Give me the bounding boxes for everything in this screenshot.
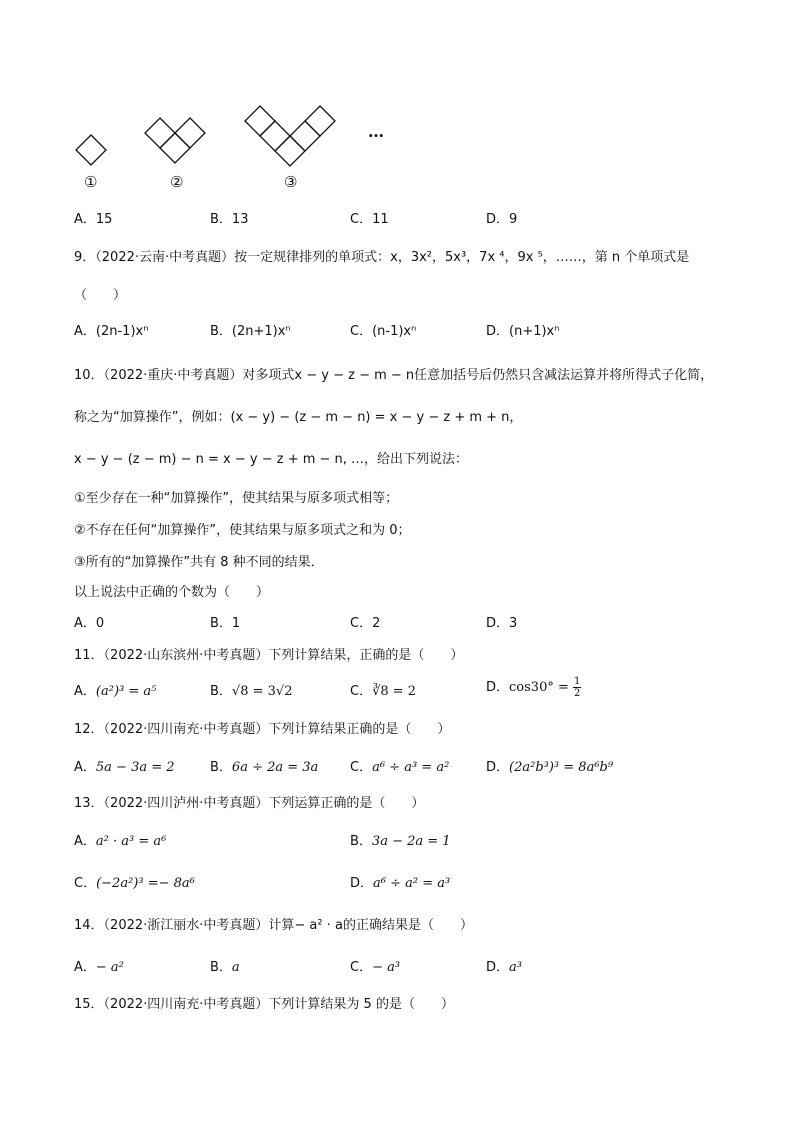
q9-option-d[interactable]: D．(n+1)xⁿ	[486, 324, 560, 339]
q10-question: 以上说法中正确的个数为（ ）	[74, 585, 270, 600]
q9-option-a[interactable]: A．(2n-1)xⁿ	[74, 324, 149, 339]
q14-option-c[interactable]: C．− a³	[350, 960, 401, 975]
q10-option-a[interactable]: A．0	[74, 616, 105, 631]
q12-number: 12．	[74, 722, 104, 737]
q11-option-c[interactable]: C．∛8 = 2	[350, 684, 417, 699]
q13-option-d[interactable]: D．a⁶ ÷ a² = a³	[350, 876, 451, 891]
q15-source: （2022·四川南充·中考真题）	[103, 997, 269, 1012]
q12-options	[74, 756, 754, 778]
figure-3-square-3	[275, 136, 305, 166]
q15-number: 15．	[74, 997, 104, 1012]
q10-stem-line-1	[74, 364, 713, 383]
q10-source: （2022·重庆·中考真题）	[103, 368, 243, 383]
q9-option-b[interactable]: B．(2n+1)xⁿ	[210, 324, 291, 339]
q9-source: （2022·云南·中考真题）	[95, 250, 235, 265]
q13-text: 下列运算正确的是（ ）	[268, 796, 425, 811]
q11-source: （2022·山东滨州·中考真题）	[103, 648, 269, 663]
figure-3-square-1	[245, 106, 275, 136]
q10-options	[74, 612, 754, 634]
q12-option-a[interactable]: A．5a − 3a = 2	[74, 760, 175, 775]
q10-option-b[interactable]: B．1	[210, 616, 241, 631]
figure-2-square-bottom	[160, 133, 190, 163]
figure-ellipsis: …	[368, 122, 384, 141]
q13-options-row-2	[74, 872, 754, 894]
figure-2-square-left	[145, 118, 175, 148]
q13-stem	[74, 792, 424, 811]
q10-stem-line-3: x − y − (z − m) − n = x − y − z + m − n, …，给出下列说法：	[74, 452, 469, 467]
q13-option-a[interactable]: A．a² · a³ = a⁶	[74, 834, 167, 849]
q12-text: 下列计算结果正确的是（ ）	[268, 722, 451, 737]
q11-options	[74, 676, 754, 702]
q11-option-b[interactable]: B．√8 = 3√2	[210, 684, 293, 699]
q9-option-c[interactable]: C．(n-1)xⁿ	[350, 324, 417, 339]
q12-source: （2022·四川南充·中考真题）	[103, 722, 269, 737]
q12-option-d[interactable]: D．(2a²b³)³ = 8a⁶b⁹	[486, 760, 614, 775]
figure-label-3: ③	[284, 173, 298, 191]
q13-source: （2022·四川泸州·中考真题）	[103, 796, 269, 811]
q14-option-b[interactable]: B．a	[210, 960, 240, 975]
q9-stem	[74, 246, 689, 265]
q14-option-a[interactable]: A．− a²	[74, 960, 124, 975]
q8-options	[74, 208, 754, 230]
q10-statement-1: ①至少存在一种“加算操作”，使其结果与原多项式相等；	[74, 491, 399, 506]
q11-fraction: $\frac{1}{2}$	[574, 676, 581, 699]
q8-option-d[interactable]: D．9	[486, 212, 518, 227]
q13-option-b[interactable]: B．3a − 2a = 1	[350, 834, 451, 849]
q11-option-a[interactable]: A．(a²)³ = a⁵	[74, 684, 157, 699]
q15-text: 下列计算结果为 5 的是（ ）	[268, 997, 454, 1012]
q11-number: 11．	[74, 648, 104, 663]
q14-number: 14．	[74, 918, 104, 933]
figure-1-square	[76, 135, 106, 165]
q11-option-d[interactable]: D．cos30° = $\frac{1}{2}$	[486, 676, 581, 699]
figure-2-square-right	[175, 118, 205, 148]
q8-option-b[interactable]: B．13	[210, 212, 249, 227]
q8-option-a[interactable]: A．15	[74, 212, 113, 227]
figure-3-square-5	[305, 106, 335, 136]
q10-number: 10．	[74, 368, 104, 383]
figure-label-1: ①	[84, 173, 98, 191]
q10-stem-line-2: 称之为“加算操作”，例如：(x − y) − (z − m − n) = x − y − z + m + n，	[74, 410, 523, 425]
q9-options	[74, 320, 754, 342]
q14-option-d[interactable]: D．a³	[486, 960, 522, 975]
figure-3-square-4	[290, 121, 320, 151]
q14-stem	[74, 914, 473, 933]
q10-statement-3: ③所有的“加算操作”共有 8 种不同的结果．	[74, 555, 324, 570]
q10-statement-2: ②不存在任何“加算操作”，使其结果与原多项式之和为 0；	[74, 523, 411, 538]
q9-number: 9．	[74, 250, 96, 265]
q14-text: 计算− a² · a的正确结果是（ ）	[268, 918, 473, 933]
q10-option-c[interactable]: C．2	[350, 616, 381, 631]
q12-option-b[interactable]: B．6a ÷ 2a = 3a	[210, 760, 319, 775]
figure-label-2: ②	[170, 173, 184, 191]
q14-source: （2022·浙江丽水·中考真题）	[103, 918, 269, 933]
q10-option-d[interactable]: D．3	[486, 616, 518, 631]
q11-stem	[74, 644, 463, 663]
q10-text-1: 对多项式x − y − z − m − n任意加括号后仍然只含减法运算并将所得式子化简，	[242, 368, 714, 383]
q15-stem	[74, 993, 454, 1012]
q9-answer-paren: （ ）	[74, 288, 127, 303]
q14-options	[74, 956, 754, 978]
q12-option-c[interactable]: C．a⁶ ÷ a³ = a²	[350, 760, 450, 775]
q9-text: 按一定规律排列的单项式：x，3x²，5x³，7x ⁴，9x ⁵，……，第 n 个单项式是	[234, 250, 690, 265]
pattern-figure	[60, 100, 400, 200]
q11-text: 下列计算结果，正确的是（ ）	[268, 648, 464, 663]
figure-3-square-2	[260, 121, 290, 151]
q12-stem	[74, 718, 450, 737]
q13-option-c[interactable]: C．(−2a²)³ =− 8a⁶	[74, 876, 195, 891]
q8-option-c[interactable]: C．11	[350, 212, 389, 227]
q13-number: 13．	[74, 796, 104, 811]
q13-options-row-1	[74, 830, 754, 852]
